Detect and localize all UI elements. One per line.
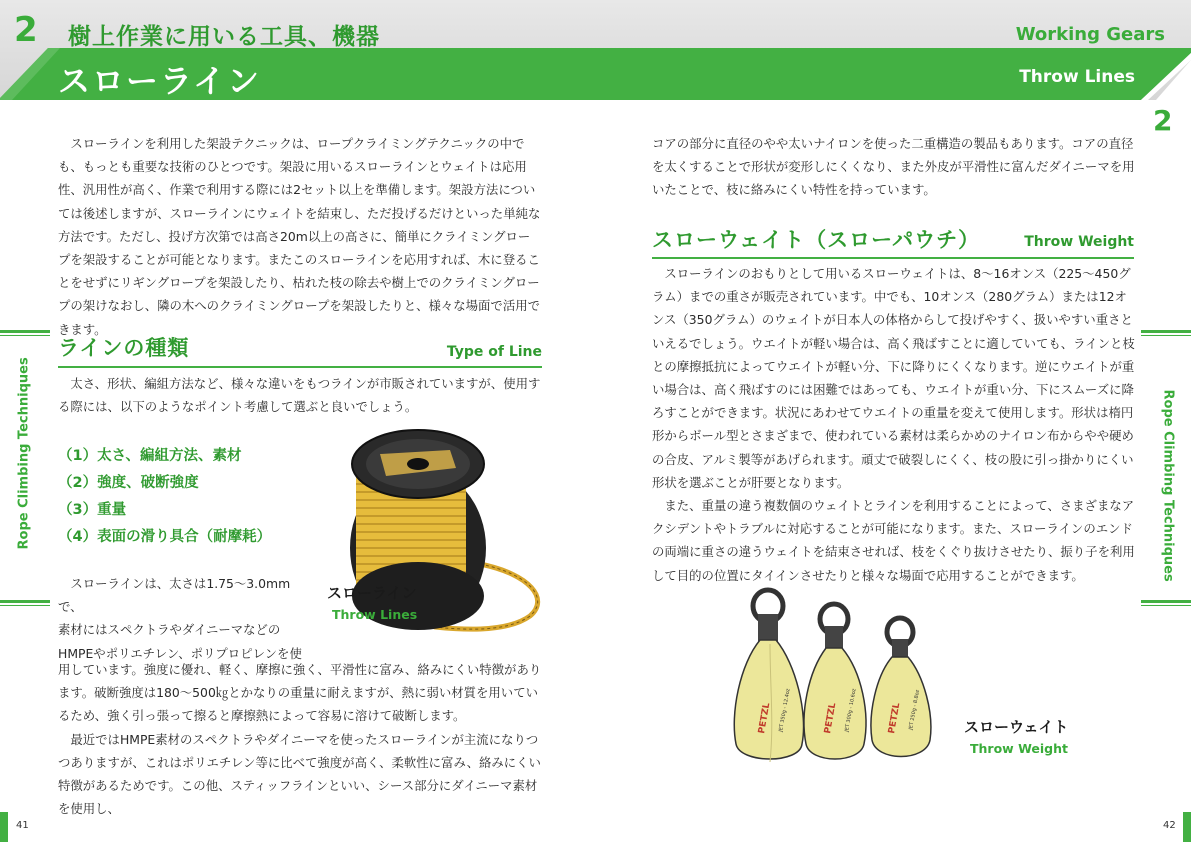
side-rule: [0, 330, 50, 333]
page-title: スローライン: [58, 62, 262, 100]
section-title: ラインの種類: [58, 336, 190, 360]
list-item: （2）強度、破断強度: [58, 475, 199, 491]
side-rule: [1141, 600, 1191, 603]
page-number: 42: [1163, 820, 1176, 831]
weight-large: [734, 590, 803, 762]
figure-caption: スローライン: [327, 584, 417, 602]
selection-points-list: [58, 444, 271, 552]
footer-tab: [0, 812, 8, 842]
weight-small: [871, 618, 931, 757]
side-rule: [1141, 605, 1191, 606]
list-item: （4）表面の滑り具合（耐摩耗）: [58, 529, 272, 545]
section-title: スローウェイト（スローパウチ）: [652, 228, 981, 252]
section-title-en: Type of Line: [446, 344, 542, 360]
figure-caption: スローウェイト: [964, 718, 1069, 736]
figure-caption-en: Throw Lines: [332, 607, 418, 622]
section-rule: [652, 257, 1134, 259]
side-rule: [1141, 330, 1191, 333]
continued-paragraph: コアの部分に直径のやや太いナイロンを使った二重構造の製品もあります。コアの直径を太くすることで形状が変形しにくくなり、また外皮が平滑性に富んだダイニーマを用いたことで、枝に絡みにくい特性を持っています。: [652, 136, 1135, 198]
page-number: 41: [16, 820, 29, 831]
body-paragraph: 用しています。強度に優れ、軽く、摩擦に強く、平滑性に富み、絡みにくい特徴があります。破断強度は180〜500㎏とかなりの重量に耐えますが、熱に弱い材質を用いているため、強く引っ張って擦ると摩擦熱によって容易に溶けて破断します。: [58, 662, 542, 724]
weight-brand-label: PETZL: [823, 702, 839, 735]
body-paragraph: また、重量の違う複数個のウェイトとラインを利用することによって、さまざまなアクシデントやトラブルに対応することが可能になります。また、スローラインのエンドの両端に重さの違うウェイトを結束させれば、枝をくぐり抜けさせたり、振り子を利用して目的の位置にタイインさせたりと様々な場面で応用することができます。: [652, 498, 1135, 583]
section-intro: 太さ、形状、編組方法など、様々な違いをもつラインが市販されていますが、使用する際には、以下のようなポイント考慮して選ぶと良いでしょう。: [58, 376, 541, 415]
side-rule: [0, 600, 50, 603]
body-paragraph: 最近ではHMPE素材のスペクトラやダイニーマを使ったスローラインが主流になりつつありますが、これはポリエチレン等に比べて強度が高く、柔軟性に富み、絡みにくい特徴があるためです。この他、スティッフラインといい、シース部分にダイニーマ素材を使用し、: [58, 731, 541, 817]
figure-caption-en: Throw Weight: [970, 741, 1069, 756]
throw-weight-body: [652, 262, 1138, 587]
body-paragraphs: [58, 658, 542, 820]
section-title-en: Throw Weight: [1024, 234, 1134, 250]
weight-medium: [804, 604, 866, 759]
weight-spec-label: JET 300g - 10.6oz: [844, 688, 858, 733]
weight-brand-label: PETZL: [887, 702, 903, 735]
weight-spec-label: JET 250g - 8.8oz: [908, 689, 922, 731]
text-line: スローラインは、太さは1.75〜3.0mmで、: [58, 576, 291, 615]
right-chapter-number: 2: [1153, 104, 1173, 137]
text-line: 素材にはスペクトラやダイニーマなどの: [58, 622, 281, 638]
side-rule: [0, 335, 50, 336]
section-rule: [58, 366, 542, 368]
section-heading-line-types: [58, 332, 542, 368]
list-item: （1）太さ、編組方法、素材: [58, 448, 242, 464]
page-title-en: Throw Lines: [1019, 67, 1135, 87]
weight-brand-label: PETZL: [757, 702, 773, 735]
side-rule: [0, 605, 50, 606]
text-line: HMPEやポリエチレン、ポリプロピレンを使: [58, 645, 302, 661]
body-paragraph: スローラインのおもりとして用いるスローウェイトは、8〜16オンス（225〜450グラム）までの重さが販売されています。中でも、10オンス（280グラム）または12オンス（350グラム）のウェイトが日本人の体格からして投げやすく、扱いやすい重さといえるでしょう。ウエイトが軽い場合は、高く飛ばすことに適していても、ラインと枝との摩擦抵抗によってウエイトが軽い分、下に降りにくくなります。逆にウエイトが重い場合は、高く飛ばすのには困難ではあっても、ウエイトが重い分、下にスムーズに降ろすことができます。状況にあわせてウエイトの重量を変えて使用します。形状は楕円形からボール型とさまざまで、使われている素材は柔らかめのナイロン布からやや硬めの合皮、アルミ製等があげられます。頑丈で破裂しにくく、枝の股に引っ掛かりにくい形状を選ぶことが肝要となります。: [652, 266, 1135, 490]
category-label: Working Gears: [1015, 24, 1165, 45]
side-label: Rope Climbing Techniques: [16, 357, 32, 550]
spec-paragraph: [58, 572, 308, 665]
intro-paragraph: スローラインを利用した架設テクニックは、ロープクライミングテクニックの中でも、もっとも重要な技術のひとつです。架設に用いるスローラインとウェイトは応用性、汎用性が高く、作業で利用する際には2セット以上を準備します。架設方法については後述しますが、スローラインにウェイトを結束し、ただ投げるだけといった単純な方法です。ただし、投げ方次第では高さ20m以上の高さに、簡単にクライミングロープを架設することが可能となります。またこのスローラインを応用すれば、木に登ることをせずにリギングロープを架設したり、枯れた枝の除去や樹上でのクライミングロープの架けなおし、隣の木へのクライミングロープを架設したりと、様々な場面で活用できます。: [58, 136, 541, 337]
section-heading-throw-weight: [652, 224, 1134, 259]
side-rule: [1141, 335, 1191, 336]
throw-weights-illustration: [730, 584, 950, 774]
chapter-title: 樹上作業に用いる工具、機器: [68, 24, 380, 50]
list-item: （3）重量: [58, 502, 127, 518]
weight-spec-label: JET 350g - 12.4oz: [778, 688, 792, 733]
footer-tab: [1183, 812, 1191, 842]
chapter-number: 2: [14, 10, 38, 50]
side-label: Rope Climbing Techniques: [1160, 389, 1176, 582]
